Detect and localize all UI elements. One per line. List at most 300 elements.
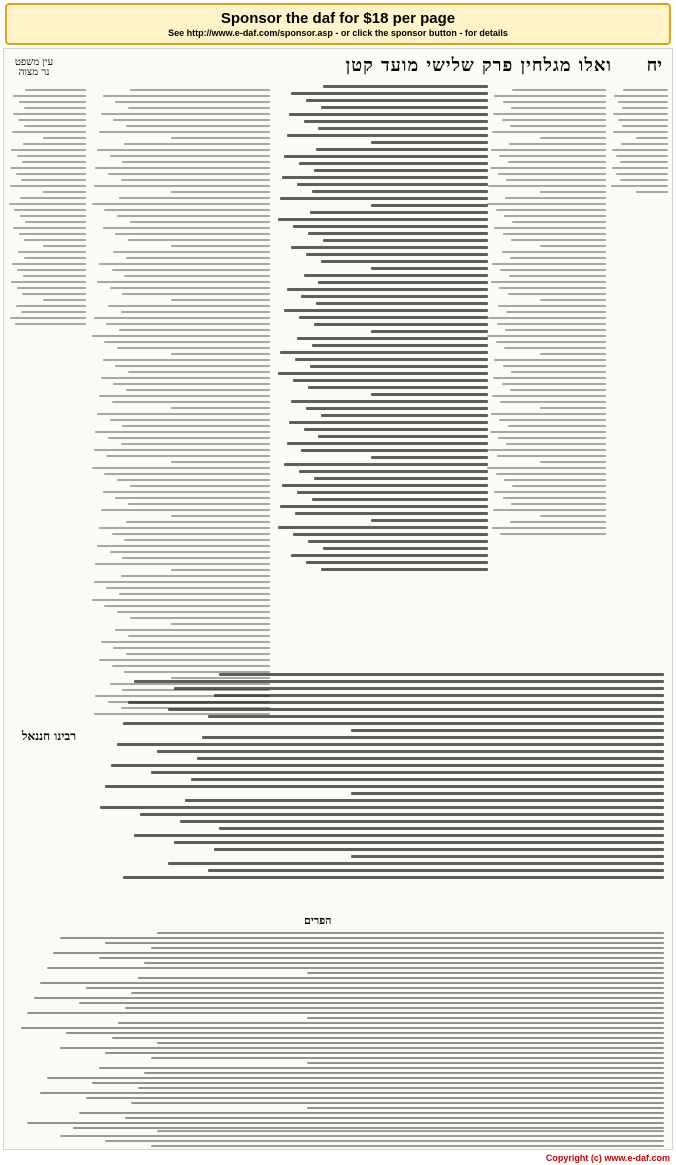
text-line [289,113,488,116]
text-line [11,149,86,151]
text-line [512,221,606,223]
text-line [99,131,270,133]
text-line [134,834,664,837]
text-line [314,477,488,480]
ein-mishpat-column [8,85,86,865]
text-line [351,792,665,795]
text-line [611,185,668,187]
text-line [506,311,606,313]
text-line [101,377,270,379]
text-line [540,353,606,355]
text-line [504,347,606,349]
text-line [112,533,270,535]
text-line [99,395,270,397]
text-line [14,209,86,211]
text-line [124,275,270,277]
text-line [289,421,488,424]
text-line [134,680,664,683]
rabbeinu-chananel-heading: רבינו חננאל [21,729,77,743]
text-line [121,311,270,313]
text-line [301,295,488,298]
text-line [280,505,488,508]
text-line [510,389,606,391]
text-line [95,167,270,169]
text-line [316,302,488,305]
text-line [307,972,665,974]
text-line [493,509,606,511]
text-line [280,197,488,200]
text-line [108,437,270,439]
text-line [117,347,270,349]
text-line [115,233,270,235]
text-line [171,245,270,247]
text-line [307,1062,665,1064]
text-line [510,125,606,127]
text-line [128,635,270,637]
text-line [13,113,86,115]
text-line [121,575,270,577]
text-line [92,1082,664,1084]
text-line [115,629,270,631]
text-line [504,479,606,481]
sponsor-subtitle: See http://www.e-daf.com/sponsor.asp - or click the sponsor button - for details [168,28,508,38]
text-line [512,89,606,91]
text-line [43,245,86,247]
text-line [171,461,270,463]
text-line [618,119,668,121]
text-line [323,239,488,242]
text-line [151,1057,665,1059]
text-line [318,435,488,438]
text-line [540,245,606,247]
text-line [99,527,270,529]
text-line [318,281,488,284]
text-line [22,161,86,163]
text-line [280,351,488,354]
text-line [287,288,488,291]
text-line [511,239,606,241]
text-line [103,491,270,493]
text-line [488,185,606,187]
text-line [491,149,606,151]
text-line [307,1017,665,1019]
text-line [40,1092,664,1094]
text-line [308,386,488,389]
text-line [307,1107,665,1109]
text-line [94,449,270,451]
text-line [25,221,86,223]
text-line [124,143,270,145]
text-line [494,95,606,97]
text-line [494,227,606,229]
text-line [171,191,270,193]
text-line [128,107,270,109]
text-line [511,503,606,505]
text-line [503,233,606,235]
text-line [126,521,270,523]
text-line [94,317,270,319]
sponsor-title[interactable]: Sponsor the daf for $18 per page [220,10,456,27]
gemara-column [276,81,488,641]
text-line [494,359,606,361]
text-line [113,119,270,121]
text-line [106,455,270,457]
text-line [60,1135,665,1137]
text-line [503,365,606,367]
text-line [295,358,488,361]
text-line [24,107,86,109]
text-line [496,209,606,211]
text-line [622,125,668,127]
text-line [34,997,665,999]
text-line [540,407,606,409]
text-line [297,337,488,340]
text-line [301,449,488,452]
text-line [115,497,270,499]
text-line [53,952,664,954]
text-line [121,179,270,181]
text-line [128,239,270,241]
chapter-title: ואלו מגלחין פרק שלישי מועד קטן [345,55,612,76]
text-line [117,611,270,613]
text-line [293,225,488,228]
text-line [104,605,270,607]
text-line [304,120,488,123]
text-line [304,274,488,277]
text-line [24,257,86,259]
text-line [512,485,606,487]
text-line [22,293,86,295]
text-line [11,281,86,283]
text-line [101,641,270,643]
text-line [208,869,664,872]
text-line [25,89,86,91]
text-line [66,1032,664,1034]
text-line [511,371,606,373]
text-line [17,155,86,157]
peirush-heading: הפרים [304,914,332,927]
text-line [126,125,270,127]
text-line [47,1077,665,1079]
text-line [540,191,606,193]
text-line [168,862,664,865]
daf-number: יח [646,55,662,76]
text-line [106,323,270,325]
page-header [4,53,672,81]
text-line [297,491,488,494]
text-line [509,275,606,277]
text-line [117,479,270,481]
text-line [111,764,664,767]
text-line [122,293,270,295]
text-line [110,287,270,289]
text-line [20,215,86,217]
text-line [157,1130,664,1132]
text-line [540,299,606,301]
text-line [121,443,270,445]
text-line [131,992,664,994]
text-line [23,275,86,277]
text-line [113,647,270,649]
text-line [312,190,488,193]
text-line [101,113,270,115]
text-line [21,1027,665,1029]
text-line [503,101,606,103]
text-line [112,269,270,271]
text-line [140,813,664,816]
text-line [113,251,270,253]
text-line [291,554,488,557]
text-line [500,401,606,403]
text-line [110,551,270,553]
text-line [79,1002,664,1004]
text-line [13,227,86,229]
text-line [499,287,606,289]
text-line [13,95,86,97]
text-line [500,269,606,271]
text-line [119,197,270,199]
text-line [502,251,606,253]
text-line [10,185,86,187]
text-line [497,323,606,325]
text-line [124,539,270,541]
text-line [306,407,488,410]
text-line [219,827,664,830]
text-line [214,694,664,697]
text-line [126,257,270,259]
text-line [308,232,488,235]
text-line [12,131,86,133]
text-line [310,365,488,368]
text-line [321,414,488,417]
text-line [502,119,606,121]
text-line [297,183,488,186]
text-line [99,659,270,661]
text-line [499,419,606,421]
text-line [299,470,488,473]
text-line [214,848,664,851]
text-line [101,509,270,511]
footnotes [14,1127,664,1147]
text-line [291,246,488,249]
text-line [21,311,86,313]
text-line [99,1067,665,1069]
text-line [103,227,270,229]
text-line [492,131,606,133]
text-line [125,1117,665,1119]
text-line [497,455,606,457]
text-line [636,191,668,193]
text-line [103,359,270,361]
text-line [16,173,86,175]
text-line [371,519,488,522]
text-line [508,293,606,295]
text-line [278,372,488,375]
text-line [97,281,270,283]
text-line [620,179,668,181]
text-line [505,197,606,199]
sponsor-banner[interactable] [5,3,671,45]
text-line [131,1102,664,1104]
text-line [20,197,86,199]
text-line [122,557,270,559]
text-line [185,799,664,802]
text-line [115,101,270,103]
text-line [157,932,664,934]
text-line [291,92,488,95]
text-line [128,371,270,373]
text-line [171,515,270,517]
text-line [371,456,488,459]
text-line [278,218,488,221]
text-line [295,512,488,515]
text-line [106,587,270,589]
text-line [17,287,86,289]
text-line [321,106,488,109]
text-line [108,173,270,175]
text-line [118,1022,664,1024]
text-line [105,1140,664,1142]
text-line [312,498,488,501]
text-line [506,179,606,181]
text-line [498,305,606,307]
text-line [308,540,488,543]
text-line [123,722,665,725]
text-line [614,95,668,97]
text-line [151,947,665,949]
text-line [97,413,270,415]
mishna-section [94,669,664,909]
text-line [19,233,86,235]
text-line [100,806,664,809]
text-line [9,203,86,205]
text-line [506,443,606,445]
text-line [492,263,606,265]
text-line [282,484,488,487]
text-line [293,533,488,536]
text-line [304,428,488,431]
text-line [496,473,606,475]
text-line [10,317,86,319]
text-line [509,143,606,145]
text-line [371,393,488,396]
text-line [115,365,270,367]
text-line [180,820,665,823]
text-line [60,937,665,939]
text-line [490,431,606,433]
text-line [10,167,86,169]
text-line [112,665,270,667]
text-line [284,309,488,312]
text-line [40,982,664,984]
text-line [171,569,270,571]
text-line [316,148,488,151]
text-line [130,617,270,619]
text-line [112,1037,665,1039]
text-line [291,400,488,403]
text-line [191,778,664,781]
text-line [510,521,606,523]
text-line [208,715,664,718]
text-line [123,876,665,879]
text-line [299,162,488,165]
text-line [284,463,488,466]
text-line [110,419,270,421]
text-line [540,137,606,139]
text-line [27,1012,664,1014]
text-line [293,379,488,382]
text-line [122,425,270,427]
text-line [613,131,668,133]
text-line [491,281,606,283]
text-line [318,127,488,130]
text-line [371,267,488,270]
text-line [104,473,270,475]
text-line [86,1097,665,1099]
text-line [197,757,664,760]
text-line [284,155,488,158]
text-line [490,167,606,169]
text-line [117,215,270,217]
text-line [219,673,664,676]
text-line [97,149,270,151]
text-line [138,1087,665,1089]
text-line [540,461,606,463]
rashi-column [486,85,606,705]
text-line [18,251,86,253]
text-line [171,623,270,625]
text-line [351,729,665,732]
ein-mishpat-label: עין משפט נר מצוה [14,57,54,78]
text-line [108,305,270,307]
text-line [128,701,664,704]
text-line [371,330,488,333]
text-line [314,323,488,326]
text-line [620,161,668,163]
text-line [511,107,606,109]
text-line [99,263,270,265]
text-line [128,503,270,505]
text-line [504,215,606,217]
text-line [86,987,665,989]
talmud-page [3,48,673,1150]
text-line [174,687,664,690]
text-line [110,155,270,157]
text-line [612,149,668,151]
text-line [621,143,668,145]
text-line [321,568,488,571]
text-line [99,957,665,959]
text-line [498,437,606,439]
text-line [278,526,488,529]
text-line [503,497,606,499]
text-line [92,599,270,601]
text-line [104,341,270,343]
text-line [323,85,488,88]
text-line [19,101,86,103]
text-line [60,1047,665,1049]
text-line [119,329,270,331]
text-line [17,269,86,271]
text-line [126,653,270,655]
copyright-notice: Copyright (c) www.e-daf.com [545,1153,670,1163]
text-line [371,141,488,144]
text-line [43,137,86,139]
text-line [12,263,86,265]
text-line [494,491,606,493]
text-line [502,383,606,385]
text-line [487,203,606,205]
